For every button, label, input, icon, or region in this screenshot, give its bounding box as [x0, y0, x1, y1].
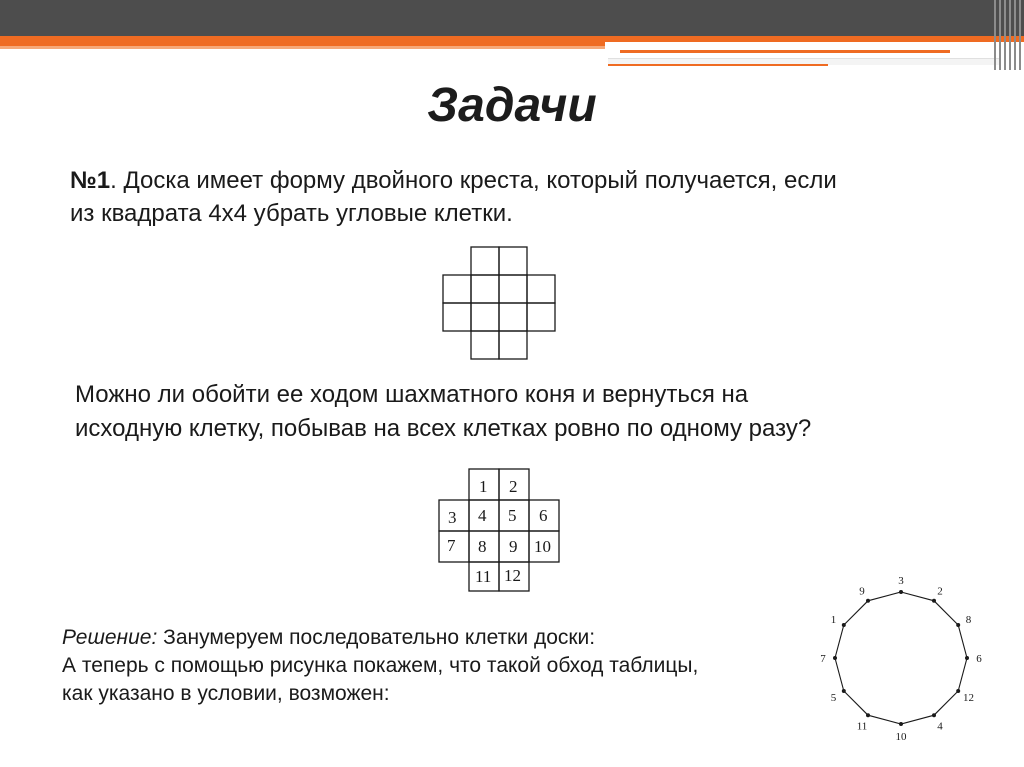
- cell-number: 11: [475, 567, 492, 586]
- cell-number: 5: [508, 506, 517, 525]
- tour-vertex: [932, 713, 936, 717]
- cell-number: 10: [534, 537, 551, 556]
- tour-vertex: [866, 713, 870, 717]
- tour-vertex-label: 5: [830, 692, 837, 704]
- tour-polygon: [835, 592, 967, 724]
- tour-vertex: [965, 656, 969, 660]
- cell-number: 3: [448, 508, 457, 527]
- cell-number: 9: [509, 537, 518, 556]
- question-line2: исходную клетку, побывав на всех клетках ровно по одному разу?: [75, 415, 812, 442]
- solution-label: Решение:: [62, 626, 158, 649]
- solution-line3: как указано в условии, возможен:: [62, 682, 390, 705]
- tour-vertex-label: 11: [856, 720, 868, 733]
- cell-number: 12: [504, 566, 521, 585]
- tour-vertex: [842, 689, 846, 693]
- tour-vertex: [833, 656, 837, 660]
- tour-vertex-label: 10: [895, 731, 907, 743]
- slide-title: Задачи: [427, 79, 597, 132]
- tour-vertex: [956, 623, 960, 627]
- problem-text-line2: из квадрата 4х4 убрать угловые клетки.: [70, 200, 513, 227]
- cell-number: 4: [478, 506, 487, 525]
- cell-number: 7: [447, 536, 456, 555]
- solution-line2: А теперь с помощью рисунка покажем, что такой обход таблицы,: [62, 654, 699, 677]
- tour-vertex-label: 9: [859, 585, 865, 598]
- tour-vertex: [932, 599, 936, 603]
- cell-number: 6: [539, 506, 548, 525]
- question-line1: Можно ли обойти ее ходом шахматного коня и вернуться на: [75, 381, 749, 408]
- solution-text: [62, 624, 822, 708]
- problem-text: . Доска имеет форму двойного креста, который получается, если: [110, 167, 837, 194]
- tour-vertex-label: 2: [937, 585, 943, 598]
- tour-vertex-label: 8: [965, 614, 972, 626]
- cell-number: 2: [509, 477, 518, 496]
- tour-vertex: [899, 590, 903, 594]
- tour-vertex: [842, 623, 846, 627]
- tour-vertex-label: 1: [830, 614, 837, 626]
- knight-tour-diagram: [810, 575, 990, 745]
- tour-vertex-label: 7: [820, 653, 826, 665]
- problem-number: №1: [70, 167, 111, 194]
- cell-number: 1: [479, 477, 488, 496]
- solution-line1: Занумеруем последовательно клетки доски:: [157, 626, 596, 649]
- tour-vertex-label: 12: [963, 692, 974, 704]
- tour-vertex-label: 4: [937, 720, 943, 733]
- cell-number: 8: [478, 537, 487, 556]
- tour-vertex: [956, 689, 960, 693]
- tour-vertex: [866, 599, 870, 603]
- tour-vertex: [899, 722, 903, 726]
- tour-vertex-label: 6: [976, 653, 982, 665]
- tour-vertex-label: 3: [898, 575, 904, 587]
